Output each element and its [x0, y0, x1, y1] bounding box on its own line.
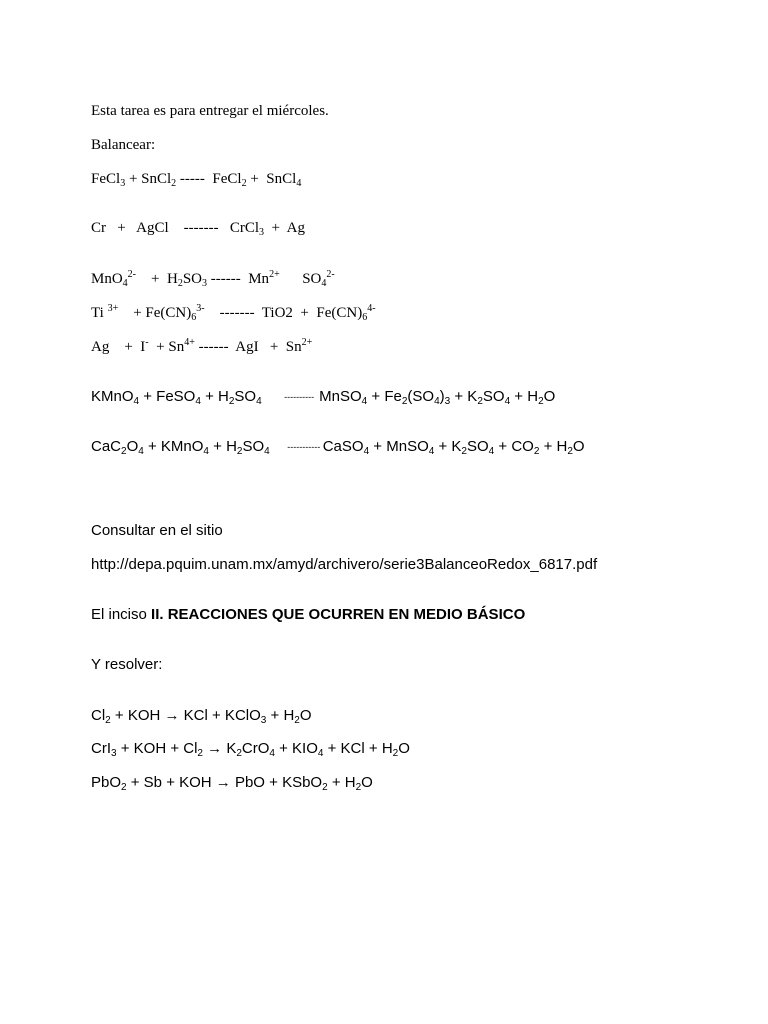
equation-4: Ti $^{3+}$ + $Fe(CN)_6^{3-}$ ------- $TiO2 + Fe(CN)_6^{4-}$	[91, 303, 376, 323]
balancear-label: Balancear:	[91, 137, 156, 153]
resolver-label: Y resolver:	[91, 656, 163, 673]
equation-6: KMnO$_4$ + FeSO$_4$ + $H_2SO_4$ ---------- MnSO$_4$ + $Fe_2(SO_4)_3 + K_2SO_4 + H_2O$	[91, 388, 556, 407]
equation-10: PbO$_2$ + Sb + KOH → PbO + KSbO$_2$ + $H_2O$	[91, 774, 373, 793]
equation-7: $CaC_2O_4$ + KMnO$_4$ + $H_2SO_4$ ----------- CaSO$_4$ + MnSO$_4$ + $K_2SO_4 + CO_2 + H_2O$	[91, 438, 585, 457]
inciso-text: El inciso II. REACCIONES QUE OCURREN EN MEDIO BÁSICO	[91, 606, 526, 623]
equation-5: Ag + $I^- + Sn^{4+}$ ------ AgI + $Sn^{2+}$	[91, 337, 313, 355]
equation-3: MnO$_4^{2-}$ + $H_2SO_3$ ------ $Mn^{2+}$ $SO_4^{2-}$	[91, 269, 335, 289]
consult-label: Consultar en el sitio	[91, 522, 223, 539]
intro-text: Esta tarea es para entregar el miércoles.	[91, 103, 329, 119]
inciso-heading: II. REACCIONES QUE OCURREN EN MEDIO BÁSICO	[151, 606, 526, 623]
reference-url[interactable]: http://depa.pquim.unam.mx/amyd/archivero/serie3BalanceoRedox_6817.pdf	[91, 556, 598, 573]
equation-2: Cr + AgCl ------- CrCl$_3$ + Ag	[91, 220, 305, 238]
equation-1: FeCl$_3$ + SnCl$_2$ ----- FeCl$_2$ + SnCl$_4$	[91, 171, 302, 189]
equation-8: $Cl_2$ + KOH → KCl + KClO$_3$ + $H_2O$	[91, 707, 312, 726]
equation-9: CrI$_3$ + KOH + $Cl_2 \to K_2CrO_4 + KIO_4$ + KCl + $H_2O$	[91, 740, 410, 759]
